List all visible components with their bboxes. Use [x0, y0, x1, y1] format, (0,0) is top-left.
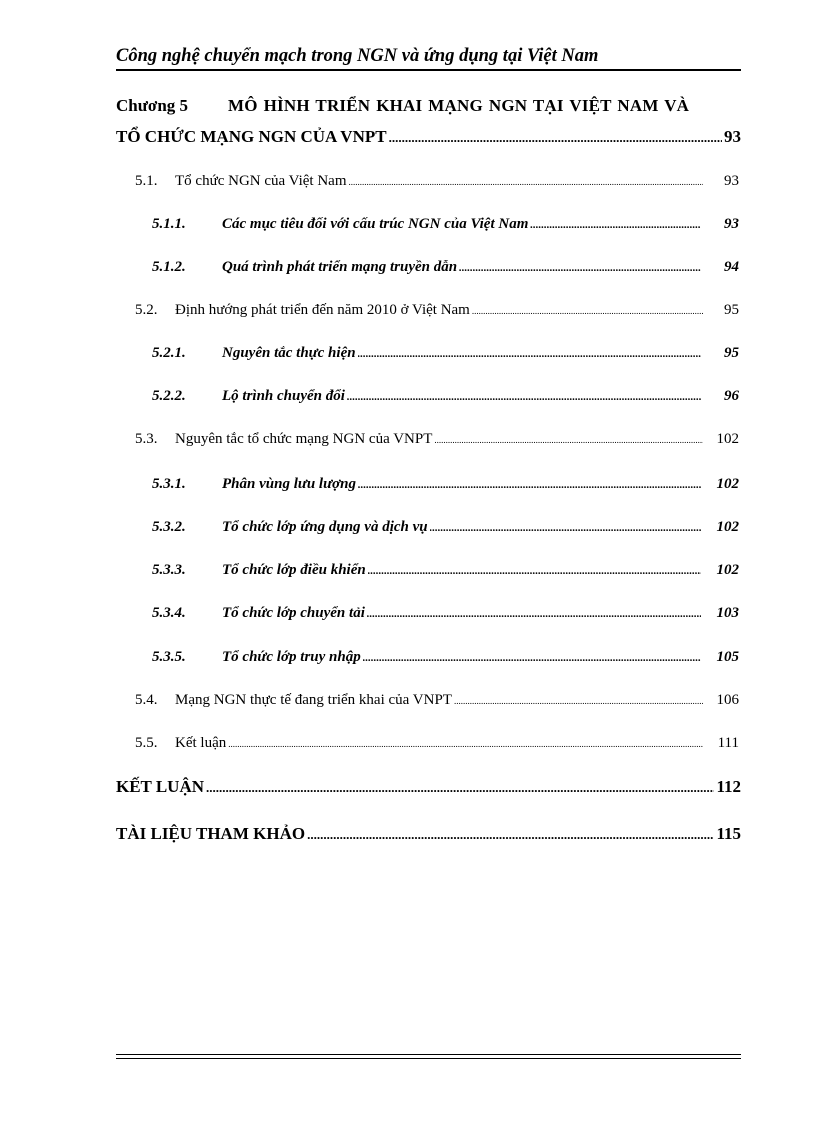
dot-leader: [389, 127, 722, 147]
toc-entry[interactable]: [135, 302, 739, 319]
toc-entry[interactable]: [152, 605, 739, 622]
dot-leader: [307, 824, 714, 844]
dot-leader: [347, 391, 701, 403]
dot-leader: [454, 696, 703, 706]
page-number: 96: [724, 388, 739, 404]
toc-entry-title: Kết luận: [175, 735, 227, 751]
chapter-heading-line1: [116, 93, 741, 119]
toc-entry-title: Lộ trình chuyển đổi: [222, 388, 345, 404]
dot-leader: [368, 565, 701, 577]
page-number: 102: [716, 431, 739, 447]
page-number: 95: [724, 345, 739, 361]
toc-entry-title: Quá trình phát triển mạng truyền dẫn: [222, 259, 458, 275]
page-number: 95: [724, 302, 739, 318]
chapter-label: Chương 5: [116, 96, 189, 115]
page-number: 103: [716, 605, 739, 621]
toc-entry[interactable]: [152, 519, 739, 536]
toc-entry-title: Định hướng phát triển đến năm 2010 ở Việt Nam: [175, 302, 470, 318]
toc-entry[interactable]: [152, 216, 739, 233]
footer-double-rule: [116, 1054, 741, 1059]
dot-leader: [228, 739, 703, 749]
dot-leader: [358, 348, 701, 360]
toc-entry[interactable]: [152, 649, 739, 666]
toc-entry-title: Mạng NGN thực tế đang triển khai của VNPT: [175, 692, 452, 708]
toc-entry-title: Các mục tiêu đối với cấu trúc NGN của Việt Nam: [222, 216, 529, 232]
toc-entry-number: 5.2.1.: [152, 345, 186, 361]
dot-leader: [430, 522, 701, 534]
toc-entry[interactable]: [135, 173, 739, 190]
dot-leader: [530, 219, 701, 231]
toc-entry-number: 5.2.2.: [152, 388, 186, 404]
dot-leader: [363, 652, 701, 664]
toc-entry-title: Nguyên tắc tổ chức mạng NGN của VNPT: [175, 431, 433, 447]
toc-entry-title: Tổ chức lớp truy nhập: [222, 649, 361, 665]
page-number: 112: [716, 777, 741, 796]
toc-entry[interactable]: [135, 735, 739, 752]
toc-entry[interactable]: [152, 259, 739, 276]
toc-entry-number: 5.3.: [135, 431, 158, 447]
toc-entry-title: Tổ chức lớp điều khiển: [222, 562, 366, 578]
toc-entry-title: Phân vùng lưu lượng: [222, 476, 356, 492]
toc-entry[interactable]: [135, 692, 739, 709]
page-number: 93: [724, 173, 739, 189]
toc-entry-title: TÀI LIỆU THAM KHẢO: [116, 824, 306, 843]
dot-leader: [348, 177, 703, 187]
dot-leader: [367, 608, 701, 620]
chapter-title-line2: TỔ CHỨC MẠNG NGN CỦA VNPT: [116, 127, 387, 146]
toc-entry[interactable]: [135, 431, 739, 448]
toc-entry-number: 5.3.4.: [152, 605, 186, 621]
toc-entry-title: Nguyên tắc thực hiện: [222, 345, 356, 361]
toc-entry-number: 5.2.: [135, 302, 158, 318]
dot-leader: [358, 479, 701, 491]
page-number: 111: [717, 735, 739, 751]
page-number: 102: [716, 562, 739, 578]
dot-leader: [206, 777, 714, 797]
toc-entry-number: 5.3.3.: [152, 562, 186, 578]
dot-leader: [459, 262, 701, 274]
toc-entry-number: 5.3.2.: [152, 519, 186, 535]
dot-leader: [434, 435, 703, 445]
toc-entry-number: 5.1.1.: [152, 216, 186, 232]
toc-entry[interactable]: [152, 345, 739, 362]
toc-entry-title: Tổ chức lớp ứng dụng và dịch vụ: [222, 519, 428, 535]
toc-entry[interactable]: [152, 388, 739, 405]
page-number: 106: [716, 692, 739, 708]
toc-entry-number: 5.5.: [135, 735, 158, 751]
chapter-heading-line2[interactable]: [116, 127, 741, 147]
page-number: 102: [716, 519, 739, 535]
header-rule: [116, 69, 741, 71]
page-number: 102: [716, 476, 739, 492]
chapter-title-line1: MÔ HÌNH TRIỂN KHAI MẠNG NGN TẠI VIỆT NAM VÀ: [228, 96, 690, 115]
toc-entry-number: 5.1.: [135, 173, 158, 189]
toc-entry-references[interactable]: [116, 824, 741, 844]
toc-entry-number: 5.3.5.: [152, 649, 186, 665]
toc-entry-number: 5.3.1.: [152, 476, 186, 492]
page-number: 93: [724, 216, 739, 232]
page-number: 93: [724, 127, 741, 146]
page-number: 94: [724, 259, 739, 275]
toc-entry-number: 5.4.: [135, 692, 158, 708]
toc-entry[interactable]: [152, 562, 739, 579]
page-number: 115: [716, 824, 741, 843]
running-header: Công nghệ chuyển mạch trong NGN và ứng dụng tại Việt Nam: [116, 46, 599, 66]
toc-entry-number: 5.1.2.: [152, 259, 186, 275]
toc-entry-conclusion[interactable]: [116, 777, 741, 797]
toc-entry-title: KẾT LUẬN: [116, 777, 205, 796]
toc-entry-title: Tổ chức NGN của Việt Nam: [175, 173, 347, 189]
toc-entry[interactable]: [152, 476, 739, 493]
page-number: 105: [716, 649, 739, 665]
dot-leader: [472, 306, 703, 316]
toc-entry-title: Tổ chức lớp chuyển tải: [222, 605, 365, 621]
